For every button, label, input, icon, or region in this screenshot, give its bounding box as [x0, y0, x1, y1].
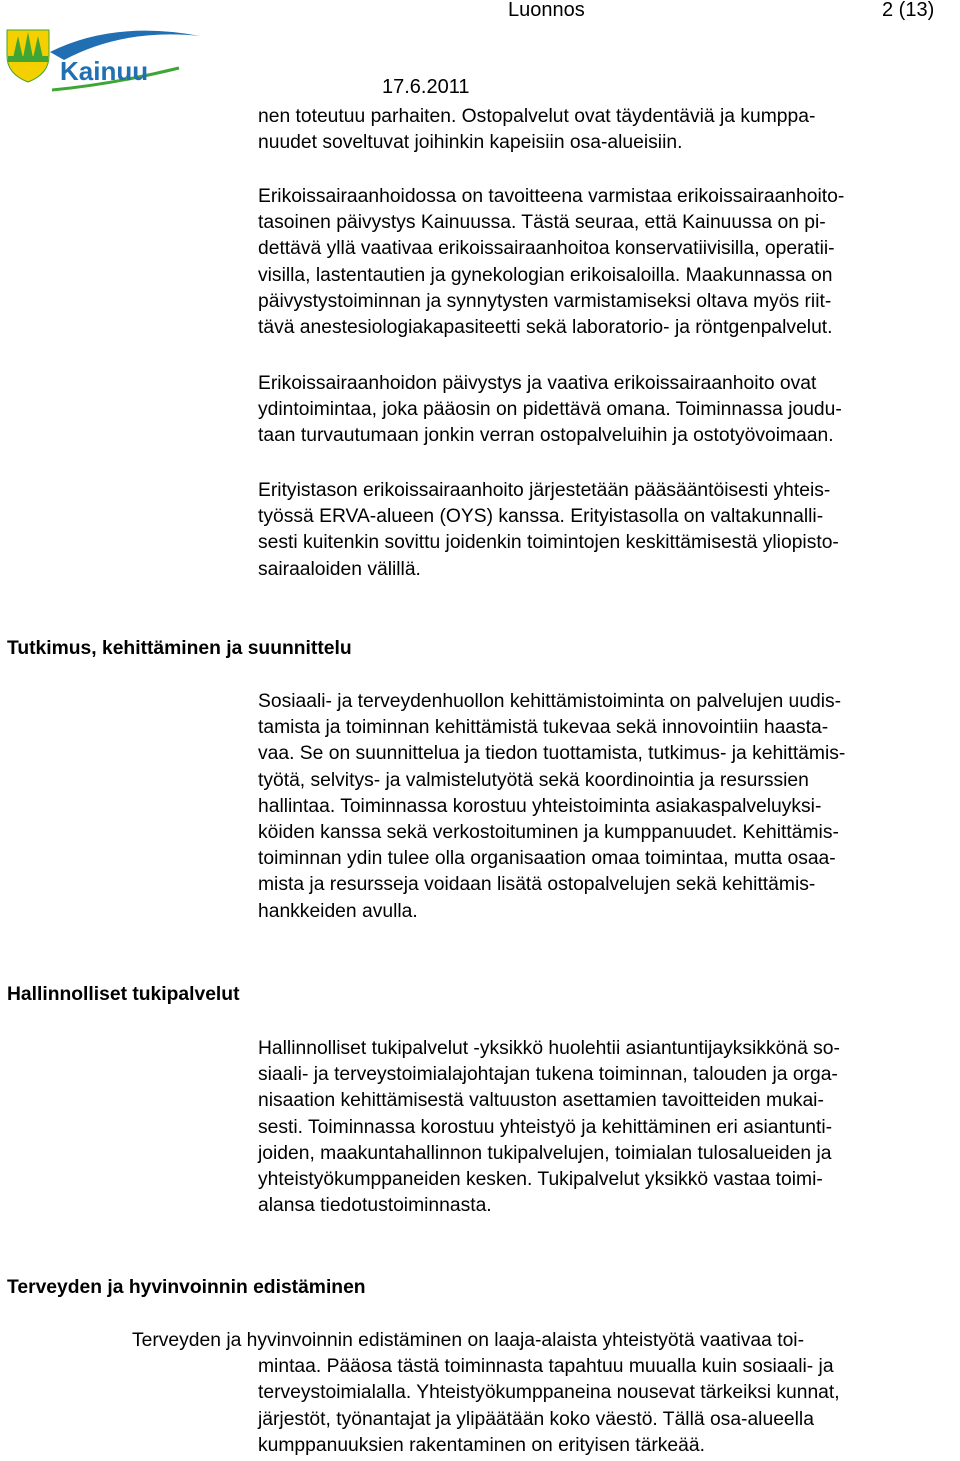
text-line: vaa. Se on suunnittelua ja tiedon tuottamista, tutkimus- ja kehittämis-	[258, 743, 846, 765]
document-status: Luonnos	[508, 0, 585, 21]
text-line: ydintoimintaa, joka pääosin on pidettävä omana. Toiminnassa joudu-	[258, 399, 842, 421]
text-line: Sosiaali- ja terveydenhuollon kehittämistoiminta on palvelujen uudis-	[258, 691, 842, 712]
text-line: hallintaa. Toiminnassa korostuu yhteistoiminta asiakaspalveluyksi-	[258, 795, 822, 817]
text-line: nuudet soveltuvat joihinkin kapeisiin osa-alueisiin.	[258, 132, 683, 154]
paragraph-research	[258, 689, 958, 925]
text-line: joiden, maakuntahallinnon tukipalvelujen, toimialan tulosalueiden ja	[258, 1142, 832, 1164]
text-line: taan turvautumaan jonkin verran ostopalveluihin ja ostotyövoimaan.	[258, 425, 834, 447]
paragraph-admin	[258, 1036, 958, 1219]
text-line: kumppanuuksien rakentaminen on erityisen tärkeää.	[258, 1434, 705, 1456]
logo-text: Kainuu	[60, 56, 149, 86]
paragraph-health	[132, 1328, 958, 1459]
text-line: Hallinnolliset tukipalvelut -yksikkö huolehtii asiantuntijayksikkönä so-	[258, 1038, 840, 1059]
text-line: sesti kuitenkin sovittu joidenkin toimintojen keskittämisestä yliopisto-	[258, 532, 839, 554]
document-date: 17.6.2011	[382, 76, 470, 98]
text-line: mista ja resursseja voidaan lisätä ostopalvelujen sekä kehittämis-	[258, 874, 816, 896]
text-line: päivystystoiminnan ja synnytysten varmistamiseksi oltava myös riit-	[258, 290, 832, 312]
text-line: toiminnan ydin tulee olla organisaation omaa toimintaa, mutta osaa-	[258, 848, 836, 870]
text-line: terveystoimialalla. Yhteistyökumppaneina nousevat tärkeiksi kunnat,	[258, 1382, 840, 1404]
text-line: hankkeiden avulla.	[258, 900, 418, 922]
text-line: yhteistyökumppaneiden kesken. Tukipalvelut yksikkö vastaa toimi-	[258, 1169, 823, 1191]
section-heading-research: Tutkimus, kehittäminen ja suunnittelu	[7, 638, 352, 659]
text-line: alansa tiedotustoiminnasta.	[258, 1195, 492, 1217]
text-line: Terveyden ja hyvinvoinnin edistäminen on laaja-alaista yhteistyötä vaativaa toi-	[132, 1330, 805, 1351]
text-line: dettävä yllä vaativaa erikoissairaanhoitoa konservatiivisilla, operatii-	[258, 238, 835, 260]
paragraph-4	[258, 478, 958, 583]
text-line: tävä anestesiologiakapasiteetti sekä laboratorio- ja röntgenpalvelut.	[258, 317, 833, 339]
paragraph-3	[258, 371, 958, 450]
page-number: 2 (13)	[882, 0, 935, 21]
kainuu-logo	[4, 22, 204, 102]
text-line: tamista ja toiminnan kehittämistä tukevaa sekä innovointiin haasta-	[258, 717, 829, 739]
text-line: sesti. Toiminnassa korostuu yhteistyö ja kehittäminen eri asiantunti-	[258, 1116, 833, 1138]
text-line: visilla, lastentautien ja gynekologian erikoisaloilla. Maakunnassa on	[258, 264, 833, 286]
text-line: köiden kanssa sekä verkostoituminen ja kumppanuudet. Kehittämis-	[258, 822, 839, 844]
text-line: Erikoissairaanhoidon päivystys ja vaativa erikoissairaanhoito ovat	[258, 373, 817, 394]
text-line: siaali- ja terveystoimialajohtajan tukena toiminnan, talouden ja orga-	[258, 1064, 838, 1086]
text-line: sairaaloiden välillä.	[258, 558, 421, 580]
text-line: nen toteutuu parhaiten. Ostopalvelut ovat täydentäviä ja kumppa-	[258, 106, 816, 127]
text-line: mintaa. Pääosa tästä toiminnasta tapahtuu muualla kuin sosiaali- ja	[258, 1356, 834, 1378]
text-line: työssä ERVA-alueen (OYS) kanssa. Erityistasolla on valtakunnalli-	[258, 506, 824, 528]
text-line: työtä, selvitys- ja valmistelutyötä sekä koordinointia ja resurssien	[258, 769, 809, 791]
text-line: järjestöt, työnantajat ja ylipäätään koko väestö. Tällä osa-alueella	[258, 1408, 814, 1430]
text-line: tasoinen päivystys Kainuussa. Tästä seuraa, että Kainuussa on pi-	[258, 212, 826, 234]
text-line: Erityistason erikoissairaanhoito järjestetään pääsääntöisesti yhteis-	[258, 480, 831, 501]
section-heading-admin: Hallinnolliset tukipalvelut	[7, 984, 240, 1005]
text-line: Erikoissairaanhoidossa on tavoitteena varmistaa erikoissairaanhoito-	[258, 186, 845, 207]
section-heading-health: Terveyden ja hyvinvoinnin edistäminen	[7, 1277, 366, 1298]
paragraph-1	[258, 104, 958, 156]
text-line: nisaation kehittämisestä valtuuston asettamien tavoitteiden mukai-	[258, 1090, 824, 1112]
paragraph-2	[258, 184, 958, 341]
